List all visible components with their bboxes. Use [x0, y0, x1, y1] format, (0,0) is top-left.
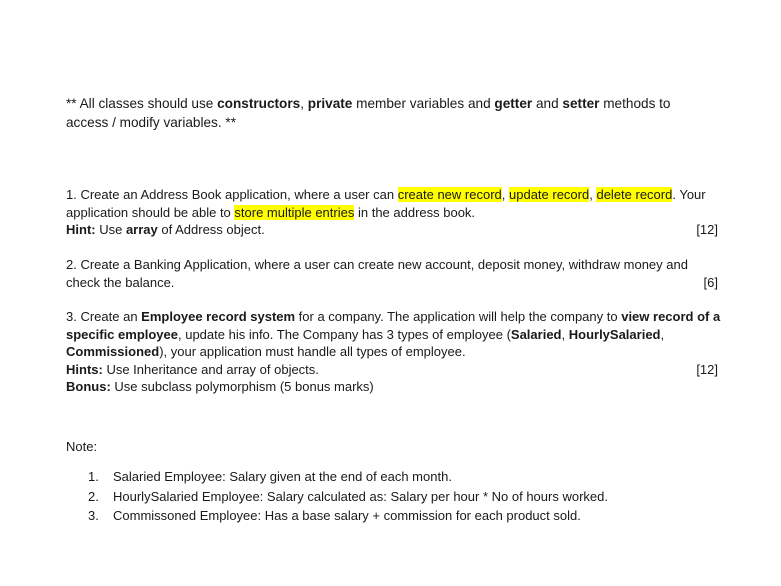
q1-marks: [12]	[696, 222, 718, 237]
q1-line-2	[66, 204, 718, 222]
q1-highlight-delete: delete record	[596, 187, 673, 202]
list-item	[88, 467, 608, 487]
q1-highlight-store: store multiple entries	[234, 204, 355, 220]
intro-bold-constructors: constructors	[217, 96, 301, 111]
q2-line-2	[66, 274, 718, 292]
q3-hints-label: Hints:	[66, 361, 103, 377]
q3-text: ), your application must handle all types of employee.	[159, 344, 466, 359]
q1-hint-text: Use	[95, 222, 126, 237]
q3-line-1	[66, 308, 721, 326]
intro-line-2: access / modify variables. **	[66, 115, 236, 130]
q3-line-3	[66, 343, 718, 361]
q1-hint-label: Hint:	[66, 222, 96, 237]
q3-bold-system: Employee record system	[141, 309, 296, 324]
intro-bold-private: private	[307, 96, 353, 111]
list-item-text: Commissoned Employee: Has a base salary + commission for each product sold.	[113, 508, 581, 523]
list-item-text: HourlySalaried Employee: Salary calculated as: Salary per hour * No of hours worked.	[113, 488, 608, 504]
note-list	[88, 467, 608, 526]
q3-bonus-label: Bonus:	[66, 379, 111, 394]
q3-text: for a company. The application will help the company to	[295, 309, 622, 324]
intro-bold-setter: setter	[562, 96, 600, 111]
q1-hint-line	[66, 221, 718, 239]
q3-bold-specific: specific employee	[66, 326, 178, 342]
q1-text: ,	[589, 187, 597, 202]
q3-text: 3. Create an	[66, 309, 142, 324]
q3-bonus-line	[66, 378, 718, 396]
intro-text: methods to	[599, 96, 671, 111]
list-item-number: 2.	[88, 488, 99, 504]
list-item	[88, 506, 608, 526]
q1-highlight-create: create new record	[397, 187, 502, 202]
q3-hints-text: Use Inheritance and array of objects.	[102, 361, 319, 377]
q3-bold-view: view record of a	[621, 309, 721, 324]
intro-bold-getter: getter	[494, 96, 533, 111]
question-3	[66, 308, 721, 396]
intro-text: and	[532, 96, 563, 111]
intro-text: ** All classes should use	[66, 96, 218, 111]
question-1	[66, 186, 718, 239]
q1-text: application should be able to	[66, 204, 235, 220]
q3-line-2	[66, 326, 718, 344]
intro-text: ,	[300, 96, 308, 111]
q1-hint-bold-array: array	[125, 222, 158, 237]
q3-text: , update his info. The Company has 3 types of employee (	[178, 326, 511, 342]
q2-marks: [6]	[703, 274, 718, 290]
question-2	[66, 256, 718, 291]
q1-text: . Your	[672, 187, 706, 202]
q3-bold-commissioned: Commissioned	[66, 344, 160, 359]
q1-line-1	[66, 186, 718, 204]
q2-text: check the balance.	[66, 274, 175, 290]
q3-hints-line	[66, 361, 718, 379]
q1-text: in the address book.	[354, 204, 476, 220]
note-label: Note:	[66, 439, 98, 454]
q1-text: ,	[501, 187, 509, 202]
q3-bold-salaried: Salaried	[510, 326, 562, 342]
q1-highlight-update: update record	[509, 187, 590, 202]
list-item-number: 1.	[88, 469, 99, 484]
list-item	[88, 487, 608, 507]
intro-paragraph	[66, 94, 718, 132]
q1-hint-text: of Address object.	[157, 222, 265, 237]
q3-bonus-text: Use subclass polymorphism (5 bonus marks)	[110, 379, 374, 394]
list-item-number: 3.	[88, 508, 99, 523]
q2-line-1: 2. Create a Banking Application, where a user can create new account, deposit money, withdraw money and	[66, 257, 688, 272]
intro-line-1	[66, 94, 718, 113]
q1-text: 1. Create an Address Book application, where a user can	[66, 187, 398, 202]
q3-marks: [12]	[696, 361, 718, 377]
q3-text: ,	[561, 326, 569, 342]
q3-bold-hourly: HourlySalaried	[568, 326, 661, 342]
intro-text: member variables and	[352, 96, 495, 111]
q3-text: ,	[660, 326, 665, 342]
list-item-text: Salaried Employee: Salary given at the end of each month.	[113, 469, 452, 484]
